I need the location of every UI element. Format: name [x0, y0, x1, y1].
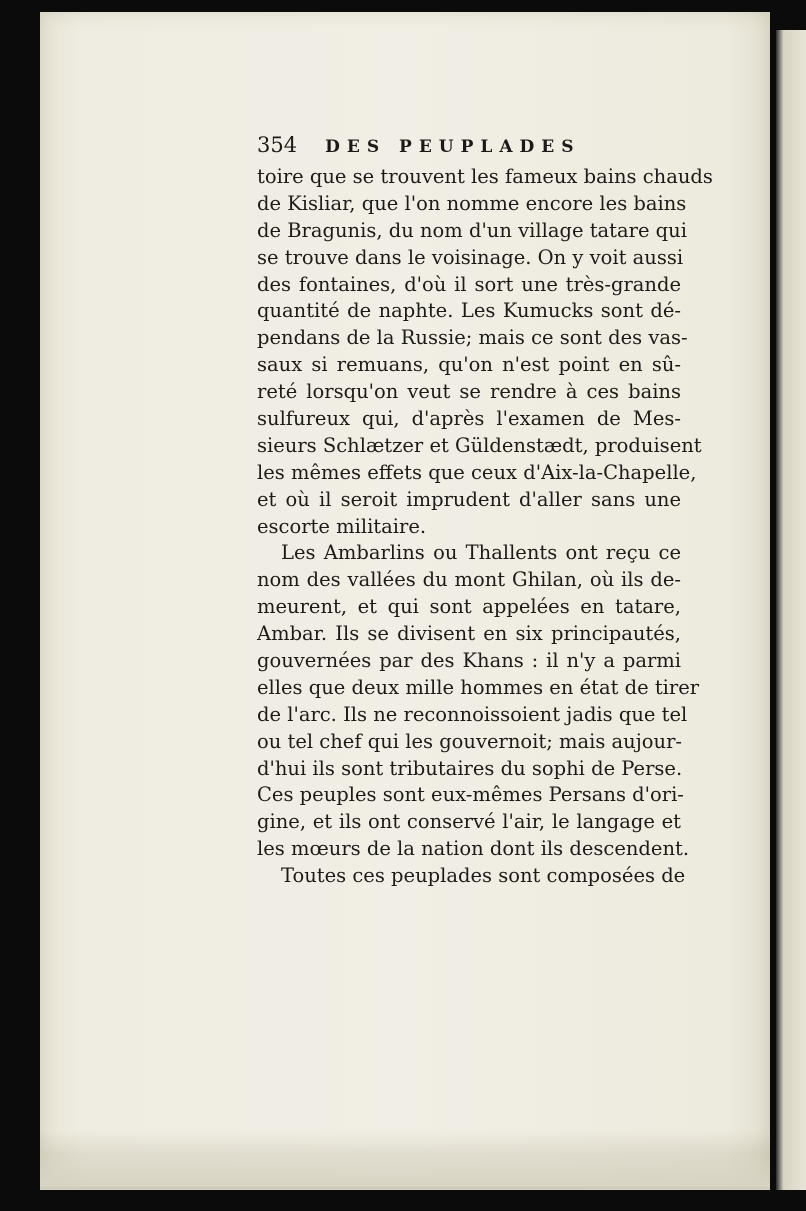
- page-number: 354: [257, 133, 298, 157]
- text-line: sieurs Schlætzer et Güldenstædt, produisent: [257, 433, 702, 457]
- text-line: se trouve dans le voisinage. On y voit aussi: [257, 245, 684, 269]
- text-line: gouvernées par des Khans : il n'y a parmi: [257, 649, 681, 673]
- text-line: ou tel chef qui les gouvernoit; mais aujour-: [257, 729, 683, 753]
- text-line: meurent, et qui sont appelées en tatare,: [257, 595, 681, 619]
- text-line: de l'arc. Ils ne reconnoissoient jadis que tel: [257, 702, 688, 726]
- text-line: gine, et ils ont conservé l'air, le langage et: [257, 810, 681, 834]
- text-line: et où il seroit imprudent d'aller sans une: [257, 487, 681, 511]
- body-text: [257, 164, 713, 890]
- text-line: des fontaines, d'où il sort une très-grande: [257, 272, 681, 296]
- text-line: de Bragunis, du nom d'un village tatare qui: [257, 218, 687, 242]
- text-line: Ces peuples sont eux-mêmes Persans d'ori-: [257, 783, 684, 807]
- paragraph-start-line: Toutes ces peuplades sont composées de: [281, 864, 686, 888]
- page-header: [257, 133, 581, 157]
- text-line: sulfureux qui, d'après l'examen de Mes-: [257, 407, 681, 431]
- running-title: DES PEUPLADES: [325, 137, 581, 157]
- next-page-edge: [776, 30, 806, 1190]
- text-line: de Kisliar, que l'on nomme encore les bains: [257, 191, 687, 215]
- paragraph-end-line: les mœurs de la nation dont ils descendent.: [257, 837, 690, 861]
- page-bottom-edge: [40, 1130, 770, 1190]
- paragraph-start-line: Les Ambarlins ou Thallents ont reçu ce: [281, 541, 681, 565]
- text-line: pendans de la Russie; mais ce sont des vas-: [257, 326, 688, 350]
- text-line: elles que deux mille hommes en état de tirer: [257, 675, 700, 699]
- text-line: les mêmes effets que ceux d'Aix-la-Chapelle,: [257, 460, 697, 484]
- text-line: Ambar. Ils se divisent en six principautés,: [257, 622, 681, 646]
- text-line: toire que se trouvent les fameux bains chauds: [257, 165, 713, 188]
- text-line: quantité de naphte. Les Kumucks sont dé-: [257, 299, 681, 323]
- text-line: d'hui ils sont tributaires du sophi de Perse.: [257, 756, 683, 780]
- paragraph-end-line: escorte militaire.: [257, 514, 427, 538]
- text-line: nom des vallées du mont Ghilan, où ils de-: [257, 568, 681, 592]
- text-line: saux si remuans, qu'on n'est point en sû-: [257, 353, 681, 377]
- text-line: reté lorsqu'on veut se rendre à ces bains: [257, 380, 681, 404]
